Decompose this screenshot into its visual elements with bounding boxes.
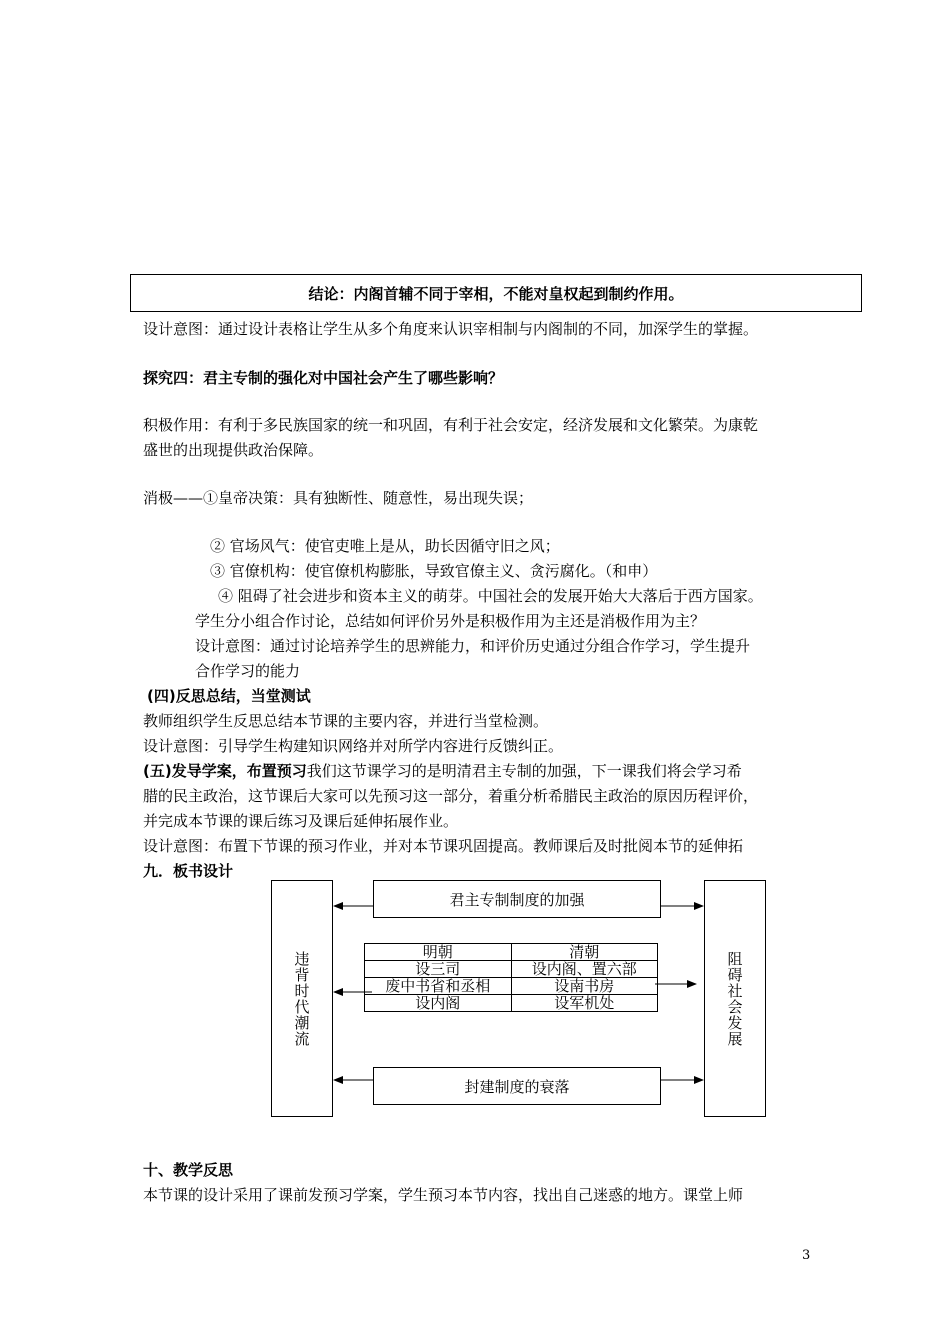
table-cell: 设内阁 <box>365 995 512 1012</box>
table-row <box>365 944 658 961</box>
positive-effect-line-2: 盛世的出现提供政治保障。 <box>143 441 324 459</box>
design-intent-2-line-1: 设计意图：通过讨论培养学生的思辨能力，和评价历史通过分组合作学习，学生提升 <box>195 637 751 655</box>
conclusion-box <box>130 274 862 312</box>
negative-effect-2: ② 官场风气：使官吏唯上是从，助长因循守旧之风； <box>210 537 560 555</box>
table-row <box>365 978 658 995</box>
design-intent-1: 设计意图：通过设计表格让学生从多个角度来认识宰相制与内阁制的不同，加深学生的掌握。 <box>143 320 759 338</box>
board-top-box <box>373 880 661 918</box>
section-10-title: 十、教学反思 <box>143 1161 234 1179</box>
positive-effect-line-1: 积极作用：有利于多民族国家的统一和巩固，有利于社会安定，经济发展和文化繁荣。为康乾 <box>143 416 759 434</box>
design-intent-4: 设计意图：布置下节课的预习作业，并对本节课巩固提高。教师课后及时批阅本节的延伸拓 <box>143 837 744 855</box>
section-4-title: (四)反思总结，当堂测试 <box>147 687 311 705</box>
conclusion-text: 结论：内阁首辅不同于宰相，不能对皇权起到制约作用。 <box>308 284 684 303</box>
design-intent-2-line-2: 合作学习的能力 <box>195 662 301 680</box>
section-4-text: 教师组织学生反思总结本节课的主要内容，并进行当堂检测。 <box>143 712 549 730</box>
table-cell: 清朝 <box>511 944 658 961</box>
board-table <box>364 943 658 1012</box>
section-5-text-1: 我们这节课学习的是明清君主专制的加强，下一课我们将会学习希 <box>306 762 742 780</box>
board-bottom-box <box>373 1067 661 1105</box>
discussion-text: 学生分小组合作讨论，总结如何评价另外是积极作用为主还是消极作用为主？ <box>195 612 706 630</box>
board-right-box <box>704 880 766 1117</box>
table-cell: 明朝 <box>365 944 512 961</box>
table-row <box>365 995 658 1012</box>
table-cell: 废中书省和丞相 <box>365 978 512 995</box>
board-left-box <box>271 880 333 1117</box>
page-number: 3 <box>802 1248 811 1263</box>
section-5-line-3: 并完成本节课的课后练习及课后延伸拓展作业。 <box>143 812 459 830</box>
negative-effect-4: ④ 阻碍了社会进步和资本主义的萌芽。中国社会的发展开始大大落后于西方国家。 <box>218 587 763 605</box>
section-9-title: 九．板书设计 <box>143 862 234 880</box>
board-bottom-label: 封建制度的衰落 <box>464 1077 570 1096</box>
board-right-label: 阻碍社会发展 <box>725 950 744 1047</box>
table-cell: 设内阁、置六部 <box>511 961 658 978</box>
negative-effect-1: 消极——①皇帝决策：具有独断性、随意性，易出现失误； <box>143 489 534 507</box>
inquiry-4-title: 探究四：君主专制的强化对中国社会产生了哪些影响？ <box>143 369 504 387</box>
board-left-label: 违背时代潮流 <box>292 950 311 1047</box>
board-top-label: 君主专制制度的加强 <box>449 890 585 909</box>
section-5-line-2: 腊的民主政治，这节课后大家可以先预习这一部分，着重分析希腊民主政治的原因历程评价， <box>143 787 759 805</box>
section-5-title: (五)发导学案，布置预习 <box>143 762 307 780</box>
table-row <box>365 961 658 978</box>
table-cell: 设三司 <box>365 961 512 978</box>
table-cell: 设南书房 <box>511 978 658 995</box>
section-10-text: 本节课的设计采用了课前发预习学案，学生预习本节内容，找出自己迷惑的地方。课堂上师 <box>143 1186 744 1204</box>
negative-effect-3: ③ 官僚机构：使官僚机构膨胀，导致官僚主义、贪污腐化。（和申） <box>210 562 658 580</box>
section-5-line-1 <box>143 761 742 781</box>
design-intent-3: 设计意图：引导学生构建知识网络并对所学内容进行反馈纠正。 <box>143 737 564 755</box>
table-cell: 设军机处 <box>511 995 658 1012</box>
